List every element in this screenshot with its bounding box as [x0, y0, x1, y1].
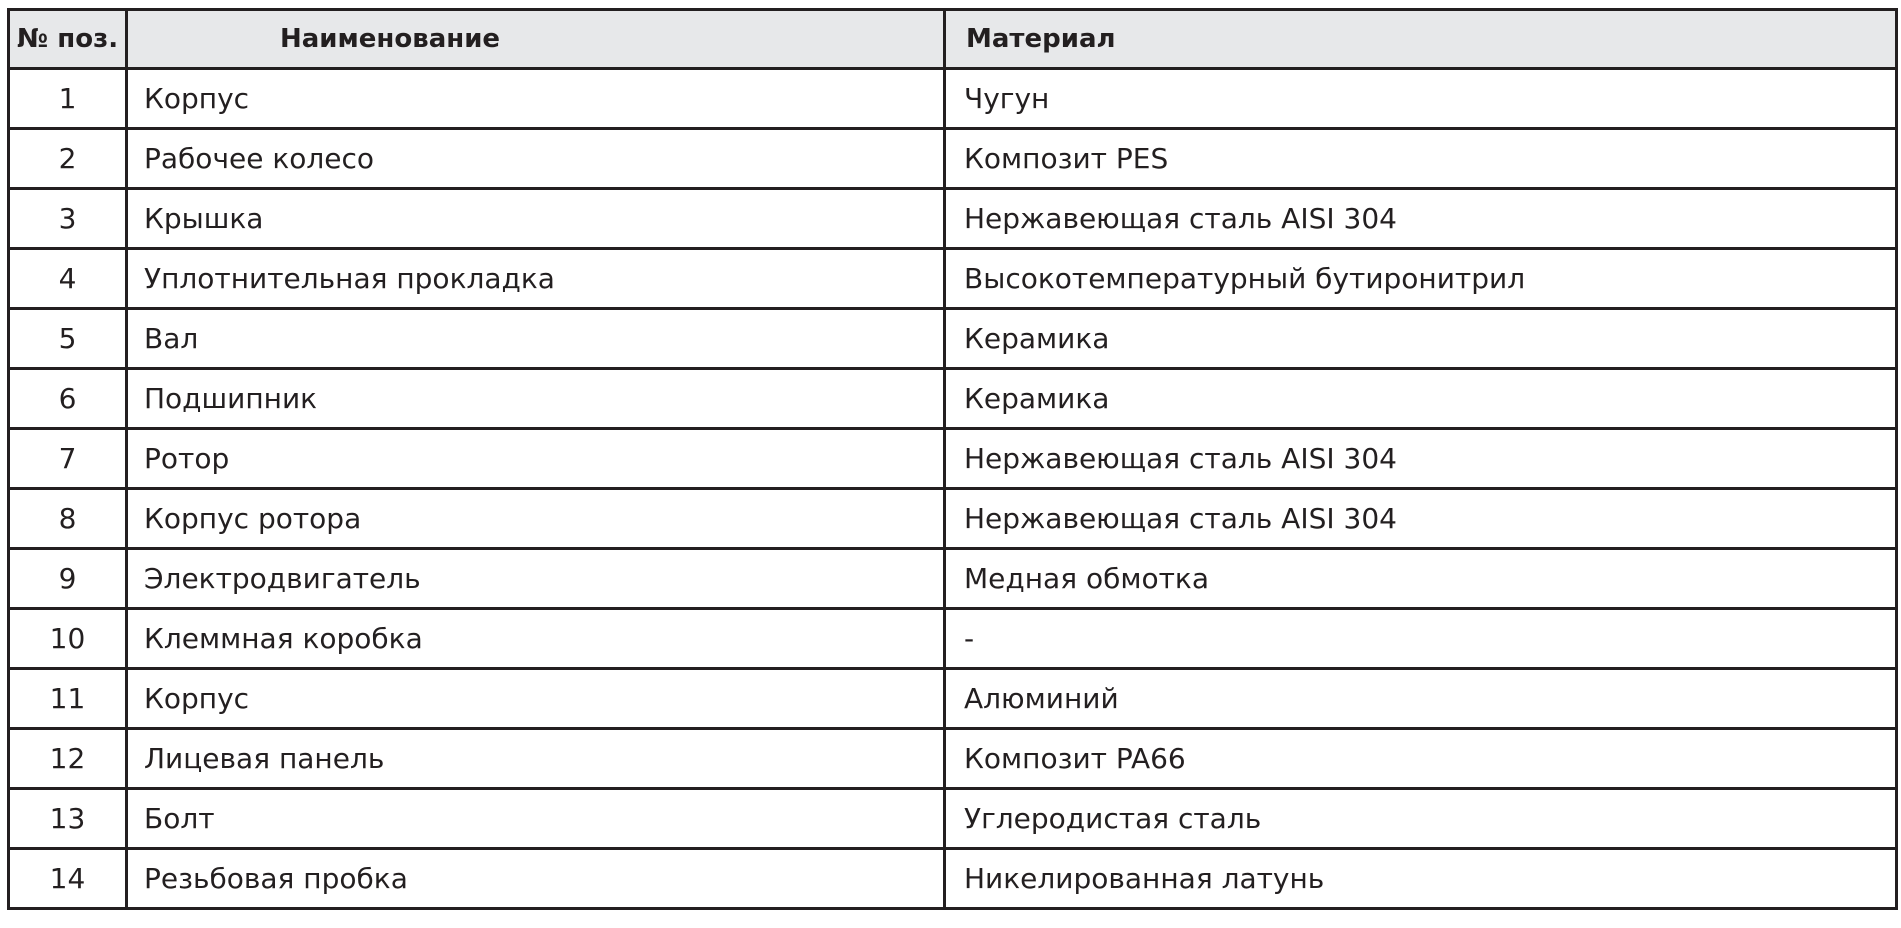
material-cell: Нержавеющая сталь AISI 304 — [945, 189, 1897, 249]
position-number-cell: 12 — [9, 729, 127, 789]
material-cell: - — [945, 609, 1897, 669]
material-cell: Высокотемпературный бутиронитрил — [945, 249, 1897, 309]
material-cell: Медная обмотка — [945, 549, 1897, 609]
table-row — [9, 489, 1897, 549]
material-cell: Никелированная латунь — [945, 849, 1897, 909]
position-number-cell: 8 — [9, 489, 127, 549]
position-number-cell: 4 — [9, 249, 127, 309]
position-number-cell: 10 — [9, 609, 127, 669]
part-name-cell: Уплотнительная прокладка — [127, 249, 945, 309]
part-name-cell: Корпус — [127, 669, 945, 729]
part-name-cell: Клеммная коробка — [127, 609, 945, 669]
position-number-cell: 11 — [9, 669, 127, 729]
table-row — [9, 369, 1897, 429]
position-number-cell: 6 — [9, 369, 127, 429]
table-row — [9, 189, 1897, 249]
table-row — [9, 309, 1897, 369]
part-name-cell: Подшипник — [127, 369, 945, 429]
position-number-cell: 7 — [9, 429, 127, 489]
table-header — [9, 10, 1897, 69]
position-number-cell: 13 — [9, 789, 127, 849]
position-number-cell: 3 — [9, 189, 127, 249]
part-name-cell: Болт — [127, 789, 945, 849]
position-number-cell: 5 — [9, 309, 127, 369]
table-row — [9, 609, 1897, 669]
part-name-cell: Ротор — [127, 429, 945, 489]
header-row — [9, 10, 1897, 69]
material-cell: Нержавеющая сталь AISI 304 — [945, 489, 1897, 549]
position-number-cell: 9 — [9, 549, 127, 609]
table-row — [9, 69, 1897, 129]
table-row — [9, 129, 1897, 189]
material-cell: Алюминий — [945, 669, 1897, 729]
table-row — [9, 729, 1897, 789]
header-name: Наименование — [127, 10, 945, 69]
material-cell: Керамика — [945, 369, 1897, 429]
material-cell: Углеродистая сталь — [945, 789, 1897, 849]
table-row — [9, 549, 1897, 609]
header-material: Материал — [945, 10, 1897, 69]
table-row — [9, 249, 1897, 309]
table-row — [9, 669, 1897, 729]
part-name-cell: Корпус — [127, 69, 945, 129]
position-number-cell: 14 — [9, 849, 127, 909]
position-number-cell: 1 — [9, 69, 127, 129]
material-cell: Композит PES — [945, 129, 1897, 189]
part-name-cell: Крышка — [127, 189, 945, 249]
header-position-number: № поз. — [9, 10, 127, 69]
part-name-cell: Рабочее колесо — [127, 129, 945, 189]
table-body — [9, 69, 1897, 909]
parts-materials-table — [7, 8, 1898, 910]
part-name-cell: Резьбовая пробка — [127, 849, 945, 909]
part-name-cell: Вал — [127, 309, 945, 369]
material-cell: Нержавеющая сталь AISI 304 — [945, 429, 1897, 489]
material-cell: Композит PA66 — [945, 729, 1897, 789]
material-cell: Чугун — [945, 69, 1897, 129]
part-name-cell: Электродвигатель — [127, 549, 945, 609]
material-cell: Керамика — [945, 309, 1897, 369]
part-name-cell: Лицевая панель — [127, 729, 945, 789]
position-number-cell: 2 — [9, 129, 127, 189]
table-row — [9, 789, 1897, 849]
table-row — [9, 849, 1897, 909]
table-row — [9, 429, 1897, 489]
part-name-cell: Корпус ротора — [127, 489, 945, 549]
